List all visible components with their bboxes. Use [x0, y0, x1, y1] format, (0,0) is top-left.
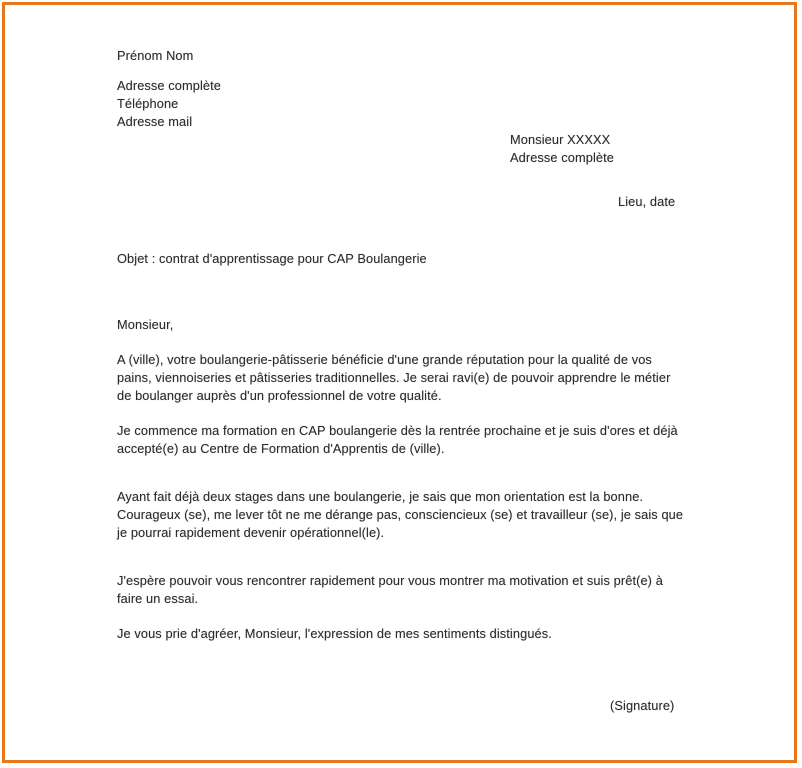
body-paragraph-4: J'espère pouvoir vous rencontrer rapidement pour vous montrer ma motivation et suis prêt(e) à faire un essai. [117, 573, 663, 606]
signature-block [610, 697, 770, 715]
subject-line: Objet : contrat d'apprentissage pour CAP Boulangerie [117, 251, 427, 266]
recipient-name: Monsieur XXXXX [510, 132, 611, 147]
letter-body [117, 351, 687, 660]
recipient-block [510, 131, 750, 167]
recipient-address: Adresse complète [510, 150, 615, 165]
body-paragraph-1: A (ville), votre boulangerie-pâtisserie bénéficie d'une grande réputation pour la qualité de vos pains, viennoiseries et pâtisseries traditionnelles. Je serai ravi(e) de pouvoir apprendre le métier de boulanger auprès d'un professionnel de votre qualité. [117, 352, 671, 403]
body-paragraph-2: Je commence ma formation en CAP boulangerie dès la rentrée prochaine et je suis d'ores et déjà accepté(e) au Centre de Formation d'Apprentis de (ville). [117, 423, 678, 456]
place-date-text: Lieu, date [618, 194, 676, 209]
greeting-text: Monsieur, [117, 317, 174, 332]
sender-block [117, 47, 437, 131]
sender-email: Adresse mail [117, 114, 193, 129]
subject-block [117, 250, 677, 268]
sender-phone: Téléphone [117, 96, 179, 111]
body-paragraph-5-closing: Je vous prie d'agréer, Monsieur, l'expression de mes sentiments distingués. [117, 626, 552, 641]
place-date-block [618, 193, 788, 211]
sender-name: Prénom Nom [117, 48, 194, 63]
sender-address: Adresse complète [117, 78, 222, 93]
greeting-block [117, 316, 173, 334]
body-paragraph-3: Ayant fait déjà deux stages dans une boulangerie, je sais que mon orientation est la bonne. Courageux (se), me lever tôt ne me dérange pas, consciencieux (se) et travailleur (se), je sais que je pourrai rapidement devenir opérationnel(le). [117, 489, 684, 540]
signature-placeholder: (Signature) [610, 698, 675, 713]
